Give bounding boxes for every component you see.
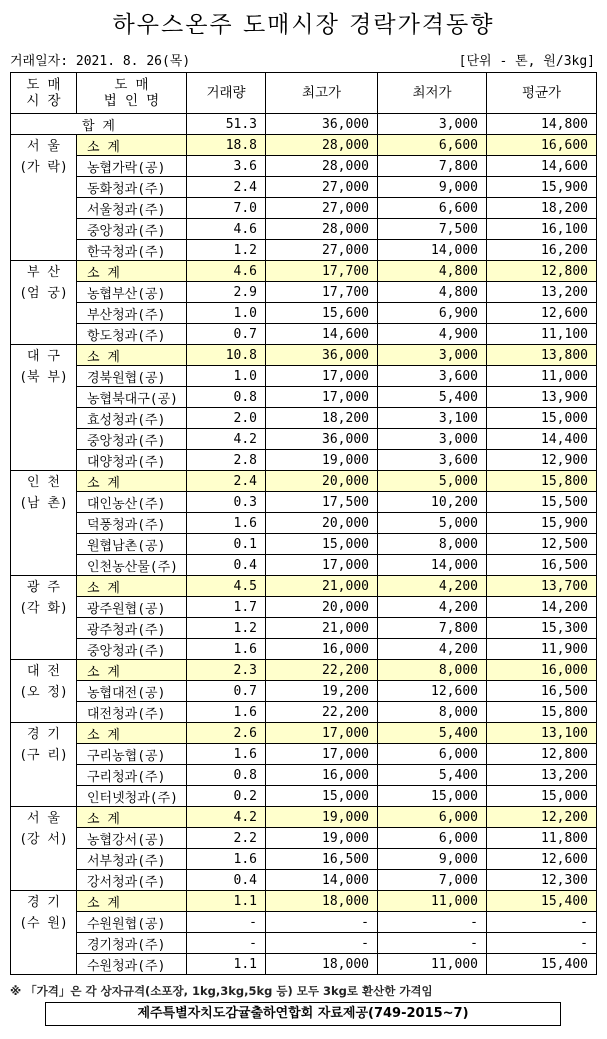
avg-price-cell: 12,600 bbox=[487, 849, 597, 870]
avg-price-cell: 15,400 bbox=[487, 954, 597, 975]
volume-cell: 0.3 bbox=[187, 492, 266, 513]
max-price-cell: 22,200 bbox=[266, 660, 378, 681]
market-district: (남 촌) bbox=[19, 496, 68, 511]
max-price-cell: 17,000 bbox=[266, 744, 378, 765]
corp-name: 농협가락(공) bbox=[77, 156, 187, 177]
corp-name: 소 계 bbox=[77, 723, 187, 744]
min-price-cell: 3,600 bbox=[378, 450, 487, 471]
min-price-cell: 3,100 bbox=[378, 408, 487, 429]
market-city: 광 주 bbox=[27, 580, 60, 595]
corp-name: 소 계 bbox=[77, 576, 187, 597]
volume-cell: 2.0 bbox=[187, 408, 266, 429]
volume-cell: 18.8 bbox=[187, 135, 266, 156]
max-price-cell: 27,000 bbox=[266, 177, 378, 198]
avg-price-cell: 18,200 bbox=[487, 198, 597, 219]
corp-name: 인터넷청과(주) bbox=[77, 786, 187, 807]
corp-name: 광주원협(공) bbox=[77, 597, 187, 618]
market-city: 서 울 bbox=[27, 811, 60, 826]
min-price-cell: 7,800 bbox=[378, 156, 487, 177]
corp-name: 소 계 bbox=[77, 660, 187, 681]
market-name bbox=[11, 135, 77, 261]
corp-name: 중앙청과(주) bbox=[77, 429, 187, 450]
avg-price-cell: 14,600 bbox=[487, 156, 597, 177]
subtotal-row bbox=[11, 261, 597, 282]
volume-cell: 10.8 bbox=[187, 345, 266, 366]
corp-name: 소 계 bbox=[77, 261, 187, 282]
corp-name: 대양청과(주) bbox=[77, 450, 187, 471]
header-row bbox=[11, 73, 597, 114]
corp-name: 경기청과(주) bbox=[77, 933, 187, 954]
table-row bbox=[11, 534, 597, 555]
market-district: (북 부) bbox=[19, 370, 68, 385]
volume-cell: 2.8 bbox=[187, 450, 266, 471]
avg-price-cell: 15,000 bbox=[487, 786, 597, 807]
volume-cell: - bbox=[187, 912, 266, 933]
table-row bbox=[11, 555, 597, 576]
avg-price-cell: 15,900 bbox=[487, 513, 597, 534]
min-price-cell: 12,600 bbox=[378, 681, 487, 702]
corp-name: 수원원협(공) bbox=[77, 912, 187, 933]
min-price-cell: 7,500 bbox=[378, 219, 487, 240]
volume-cell: 4.2 bbox=[187, 807, 266, 828]
max-price-cell: - bbox=[266, 912, 378, 933]
market-name bbox=[11, 891, 77, 975]
min-price-cell: 8,000 bbox=[378, 702, 487, 723]
market-city: 대 구 bbox=[27, 349, 60, 364]
min-price-cell: 4,200 bbox=[378, 639, 487, 660]
min-price-cell: 6,600 bbox=[378, 135, 487, 156]
min-price-cell: 4,800 bbox=[378, 282, 487, 303]
max-price-cell: 17,000 bbox=[266, 555, 378, 576]
max-price-cell: 28,000 bbox=[266, 135, 378, 156]
header-max: 최고가 bbox=[266, 73, 378, 114]
market-name bbox=[11, 471, 77, 576]
volume-cell: 2.2 bbox=[187, 828, 266, 849]
corp-name: 소 계 bbox=[77, 345, 187, 366]
max-price-cell: 28,000 bbox=[266, 219, 378, 240]
avg-price-cell: 12,900 bbox=[487, 450, 597, 471]
market-city: 서 울 bbox=[27, 139, 60, 154]
min-price-cell: 6,600 bbox=[378, 198, 487, 219]
min-price-cell: - bbox=[378, 933, 487, 954]
min-price-cell: 9,000 bbox=[378, 849, 487, 870]
avg-price-cell: 12,600 bbox=[487, 303, 597, 324]
max-price-cell: 17,000 bbox=[266, 387, 378, 408]
volume-cell: 2.6 bbox=[187, 723, 266, 744]
avg-price-cell: 14,200 bbox=[487, 597, 597, 618]
table-row bbox=[11, 429, 597, 450]
table-row bbox=[11, 912, 597, 933]
avg-price-cell: 16,100 bbox=[487, 219, 597, 240]
avg-price-cell: 12,500 bbox=[487, 534, 597, 555]
avg-price-cell: 11,100 bbox=[487, 324, 597, 345]
table-row bbox=[11, 870, 597, 891]
subtotal-row bbox=[11, 345, 597, 366]
table-row bbox=[11, 450, 597, 471]
avg-price-cell: 12,300 bbox=[487, 870, 597, 891]
avg-price-cell: 15,000 bbox=[487, 408, 597, 429]
avg-price-cell: 15,900 bbox=[487, 177, 597, 198]
volume-cell: 3.6 bbox=[187, 156, 266, 177]
corp-name: 효성청과(주) bbox=[77, 408, 187, 429]
min-price-cell: 6,000 bbox=[378, 828, 487, 849]
avg-price-cell: 11,900 bbox=[487, 639, 597, 660]
corp-name: 소 계 bbox=[77, 135, 187, 156]
min-price-cell: 14,000 bbox=[378, 240, 487, 261]
avg-price-cell: 16,500 bbox=[487, 681, 597, 702]
avg-price-cell: 13,900 bbox=[487, 387, 597, 408]
source-footer: 제주특별자치도감귤출하연합회 자료제공(749-2015~7) bbox=[45, 1002, 561, 1026]
corp-name: 소 계 bbox=[77, 807, 187, 828]
corp-name: 한국청과(주) bbox=[77, 240, 187, 261]
volume-cell: 1.1 bbox=[187, 954, 266, 975]
min-price-cell: 5,400 bbox=[378, 387, 487, 408]
corp-name: 서부청과(주) bbox=[77, 849, 187, 870]
min-price-cell: 4,200 bbox=[378, 576, 487, 597]
max-price-cell: 19,200 bbox=[266, 681, 378, 702]
subtotal-row bbox=[11, 807, 597, 828]
avg-price-cell: 13,200 bbox=[487, 765, 597, 786]
market-name bbox=[11, 261, 77, 345]
avg-price-cell: 13,800 bbox=[487, 345, 597, 366]
min-price-cell: 6,000 bbox=[378, 744, 487, 765]
max-price-cell: 21,000 bbox=[266, 618, 378, 639]
table-row bbox=[11, 765, 597, 786]
avg-price-cell: 11,800 bbox=[487, 828, 597, 849]
market-district: (각 화) bbox=[19, 601, 68, 616]
table-row bbox=[11, 324, 597, 345]
total-row bbox=[11, 114, 597, 135]
table-row bbox=[11, 681, 597, 702]
market-district: (강 서) bbox=[19, 832, 68, 847]
volume-cell: 2.4 bbox=[187, 471, 266, 492]
max-price-cell: 14,600 bbox=[266, 324, 378, 345]
min-price-cell: 5,400 bbox=[378, 765, 487, 786]
trade-date: 거래일자: 2021. 8. 26(목) bbox=[10, 54, 191, 69]
subtotal-row bbox=[11, 135, 597, 156]
table-row bbox=[11, 219, 597, 240]
page-title: 하우스온주 도매시장 경락가격동향 bbox=[112, 12, 495, 38]
corp-name: 소 계 bbox=[77, 891, 187, 912]
volume-cell: 0.4 bbox=[187, 870, 266, 891]
volume-cell: 1.6 bbox=[187, 639, 266, 660]
table-row bbox=[11, 177, 597, 198]
max-price-cell: 19,000 bbox=[266, 828, 378, 849]
min-price-cell: 14,000 bbox=[378, 555, 487, 576]
header-min: 최저가 bbox=[378, 73, 487, 114]
min-price-cell: 7,000 bbox=[378, 870, 487, 891]
market-district: (가 락) bbox=[19, 160, 68, 175]
max-price-cell: 15,000 bbox=[266, 534, 378, 555]
volume-cell: 4.5 bbox=[187, 576, 266, 597]
max-price-cell: 17,700 bbox=[266, 282, 378, 303]
table-row bbox=[11, 828, 597, 849]
volume-cell: 1.0 bbox=[187, 366, 266, 387]
market-name bbox=[11, 660, 77, 723]
avg-price-cell: 16,200 bbox=[487, 240, 597, 261]
volume-cell: 4.2 bbox=[187, 429, 266, 450]
min-price-cell: 5,400 bbox=[378, 723, 487, 744]
max-price-cell: 36,000 bbox=[266, 429, 378, 450]
market-city: 경 기 bbox=[27, 895, 60, 910]
table-row bbox=[11, 282, 597, 303]
corp-name: 구리농협(공) bbox=[77, 744, 187, 765]
table-row bbox=[11, 702, 597, 723]
table-row bbox=[11, 933, 597, 954]
max-price-cell: 27,000 bbox=[266, 198, 378, 219]
market-district: (수 원) bbox=[19, 916, 68, 931]
corp-name: 광주청과(주) bbox=[77, 618, 187, 639]
min-price-cell: - bbox=[378, 912, 487, 933]
volume-cell: 0.8 bbox=[187, 765, 266, 786]
volume-cell: 4.6 bbox=[187, 261, 266, 282]
max-price-cell: 19,000 bbox=[266, 450, 378, 471]
subtotal-row bbox=[11, 660, 597, 681]
max-price-cell: 17,000 bbox=[266, 366, 378, 387]
max-price-cell: 15,600 bbox=[266, 303, 378, 324]
table-row bbox=[11, 198, 597, 219]
table-row bbox=[11, 240, 597, 261]
max-price-cell: 16,500 bbox=[266, 849, 378, 870]
corp-name: 인천농산물(주) bbox=[77, 555, 187, 576]
table-row bbox=[11, 744, 597, 765]
max-price-cell: 28,000 bbox=[266, 156, 378, 177]
market-name bbox=[11, 723, 77, 807]
avg-price-cell: - bbox=[487, 912, 597, 933]
subtotal-row bbox=[11, 891, 597, 912]
volume-cell: 1.6 bbox=[187, 702, 266, 723]
table-row bbox=[11, 849, 597, 870]
table-row bbox=[11, 786, 597, 807]
market-district: (오 정) bbox=[19, 685, 68, 700]
table-row bbox=[11, 618, 597, 639]
volume-cell: 0.4 bbox=[187, 555, 266, 576]
volume-cell: 0.1 bbox=[187, 534, 266, 555]
volume-cell: - bbox=[187, 933, 266, 954]
subtotal-row bbox=[11, 576, 597, 597]
volume-cell: 1.6 bbox=[187, 513, 266, 534]
total-label: 합 계 bbox=[11, 114, 187, 135]
min-price-cell: 3,000 bbox=[378, 429, 487, 450]
avg-price-cell: 12,200 bbox=[487, 807, 597, 828]
corp-name: 수원청과(주) bbox=[77, 954, 187, 975]
min-price-cell: 6,900 bbox=[378, 303, 487, 324]
min-price-cell: 3,600 bbox=[378, 366, 487, 387]
volume-cell: 0.8 bbox=[187, 387, 266, 408]
market-name bbox=[11, 807, 77, 891]
market-city: 부 산 bbox=[27, 265, 60, 280]
corp-name: 중앙청과(주) bbox=[77, 639, 187, 660]
avg-price-cell: 15,400 bbox=[487, 891, 597, 912]
corp-name: 덕풍청과(주) bbox=[77, 513, 187, 534]
market-district: (엄 궁) bbox=[19, 286, 68, 301]
unit-label: [단위 - 톤, 원/3kg] bbox=[458, 54, 595, 69]
total-volume: 51.3 bbox=[187, 114, 266, 135]
market-name bbox=[11, 576, 77, 660]
subtotal-row bbox=[11, 471, 597, 492]
max-price-cell: 16,000 bbox=[266, 765, 378, 786]
volume-cell: 1.7 bbox=[187, 597, 266, 618]
max-price-cell: 17,000 bbox=[266, 723, 378, 744]
header-volume: 거래량 bbox=[187, 73, 266, 114]
max-price-cell: 18,200 bbox=[266, 408, 378, 429]
avg-price-cell: 12,800 bbox=[487, 744, 597, 765]
min-price-cell: 9,000 bbox=[378, 177, 487, 198]
min-price-cell: 4,800 bbox=[378, 261, 487, 282]
table-row bbox=[11, 387, 597, 408]
volume-cell: 2.4 bbox=[187, 177, 266, 198]
volume-cell: 1.2 bbox=[187, 618, 266, 639]
min-price-cell: 5,000 bbox=[378, 513, 487, 534]
max-price-cell: 20,000 bbox=[266, 513, 378, 534]
max-price-cell: 36,000 bbox=[266, 345, 378, 366]
volume-cell: 0.2 bbox=[187, 786, 266, 807]
market-city: 경 기 bbox=[27, 727, 60, 742]
avg-price-cell: 11,000 bbox=[487, 366, 597, 387]
min-price-cell: 5,000 bbox=[378, 471, 487, 492]
corp-name: 대인농산(주) bbox=[77, 492, 187, 513]
table-row bbox=[11, 303, 597, 324]
market-name bbox=[11, 345, 77, 471]
volume-cell: 1.6 bbox=[187, 744, 266, 765]
table-row bbox=[11, 639, 597, 660]
min-price-cell: 15,000 bbox=[378, 786, 487, 807]
min-price-cell: 8,000 bbox=[378, 534, 487, 555]
max-price-cell: 21,000 bbox=[266, 576, 378, 597]
total-avg: 14,800 bbox=[487, 114, 597, 135]
corp-name: 대전청과(주) bbox=[77, 702, 187, 723]
corp-name: 부산청과(주) bbox=[77, 303, 187, 324]
table-row bbox=[11, 597, 597, 618]
corp-name: 원협남촌(공) bbox=[77, 534, 187, 555]
max-price-cell: 20,000 bbox=[266, 471, 378, 492]
total-max: 36,000 bbox=[266, 114, 378, 135]
avg-price-cell: 15,800 bbox=[487, 702, 597, 723]
min-price-cell: 4,200 bbox=[378, 597, 487, 618]
volume-cell: 2.3 bbox=[187, 660, 266, 681]
table-row bbox=[11, 492, 597, 513]
header-corp: 도 매 법 인 명 bbox=[77, 73, 187, 114]
max-price-cell: 14,000 bbox=[266, 870, 378, 891]
volume-cell: 0.7 bbox=[187, 681, 266, 702]
min-price-cell: 10,200 bbox=[378, 492, 487, 513]
max-price-cell: 16,000 bbox=[266, 639, 378, 660]
volume-cell: 0.7 bbox=[187, 324, 266, 345]
max-price-cell: - bbox=[266, 933, 378, 954]
min-price-cell: 11,000 bbox=[378, 954, 487, 975]
avg-price-cell: 14,400 bbox=[487, 429, 597, 450]
corp-name: 농협대전(공) bbox=[77, 681, 187, 702]
corp-name: 구리청과(주) bbox=[77, 765, 187, 786]
max-price-cell: 22,200 bbox=[266, 702, 378, 723]
table-row bbox=[11, 408, 597, 429]
avg-price-cell: 12,800 bbox=[487, 261, 597, 282]
header-avg: 평균가 bbox=[487, 73, 597, 114]
max-price-cell: 20,000 bbox=[266, 597, 378, 618]
max-price-cell: 18,000 bbox=[266, 954, 378, 975]
min-price-cell: 8,000 bbox=[378, 660, 487, 681]
avg-price-cell: 15,500 bbox=[487, 492, 597, 513]
table-row bbox=[11, 366, 597, 387]
volume-cell: 1.6 bbox=[187, 849, 266, 870]
volume-cell: 1.1 bbox=[187, 891, 266, 912]
avg-price-cell: 16,500 bbox=[487, 555, 597, 576]
price-note: ※ 「가격」은 각 상자규격(소포장, 1kg,3kg,5kg 등) 모두 3kg로 환산한 가격임 bbox=[10, 984, 433, 998]
avg-price-cell: 16,600 bbox=[487, 135, 597, 156]
corp-name: 농협북대구(공) bbox=[77, 387, 187, 408]
subtotal-row bbox=[11, 723, 597, 744]
max-price-cell: 19,000 bbox=[266, 807, 378, 828]
header-market: 도 매 시 장 bbox=[11, 73, 77, 114]
avg-price-cell: 15,800 bbox=[487, 471, 597, 492]
max-price-cell: 27,000 bbox=[266, 240, 378, 261]
avg-price-cell: 13,700 bbox=[487, 576, 597, 597]
volume-cell: 1.2 bbox=[187, 240, 266, 261]
min-price-cell: 11,000 bbox=[378, 891, 487, 912]
corp-name: 항도청과(주) bbox=[77, 324, 187, 345]
corp-name: 동화청과(주) bbox=[77, 177, 187, 198]
volume-cell: 7.0 bbox=[187, 198, 266, 219]
corp-name: 소 계 bbox=[77, 471, 187, 492]
corp-name: 강서청과(주) bbox=[77, 870, 187, 891]
min-price-cell: 6,000 bbox=[378, 807, 487, 828]
max-price-cell: 15,000 bbox=[266, 786, 378, 807]
volume-cell: 2.9 bbox=[187, 282, 266, 303]
max-price-cell: 17,500 bbox=[266, 492, 378, 513]
max-price-cell: 17,700 bbox=[266, 261, 378, 282]
avg-price-cell: 13,100 bbox=[487, 723, 597, 744]
max-price-cell: 18,000 bbox=[266, 891, 378, 912]
table-row bbox=[11, 954, 597, 975]
avg-price-cell: - bbox=[487, 933, 597, 954]
corp-name: 경북원협(공) bbox=[77, 366, 187, 387]
table-row bbox=[11, 513, 597, 534]
min-price-cell: 7,800 bbox=[378, 618, 487, 639]
corp-name: 서울청과(주) bbox=[77, 198, 187, 219]
avg-price-cell: 13,200 bbox=[487, 282, 597, 303]
price-table bbox=[10, 72, 597, 975]
volume-cell: 1.0 bbox=[187, 303, 266, 324]
min-price-cell: 4,900 bbox=[378, 324, 487, 345]
table-row bbox=[11, 156, 597, 177]
market-city: 인 천 bbox=[27, 475, 60, 490]
total-min: 3,000 bbox=[378, 114, 487, 135]
market-district: (구 리) bbox=[19, 748, 68, 763]
corp-name: 농협부산(공) bbox=[77, 282, 187, 303]
avg-price-cell: 15,300 bbox=[487, 618, 597, 639]
corp-name: 농협강서(공) bbox=[77, 828, 187, 849]
avg-price-cell: 16,000 bbox=[487, 660, 597, 681]
market-city: 대 전 bbox=[27, 664, 60, 679]
min-price-cell: 3,000 bbox=[378, 345, 487, 366]
corp-name: 중앙청과(주) bbox=[77, 219, 187, 240]
volume-cell: 4.6 bbox=[187, 219, 266, 240]
